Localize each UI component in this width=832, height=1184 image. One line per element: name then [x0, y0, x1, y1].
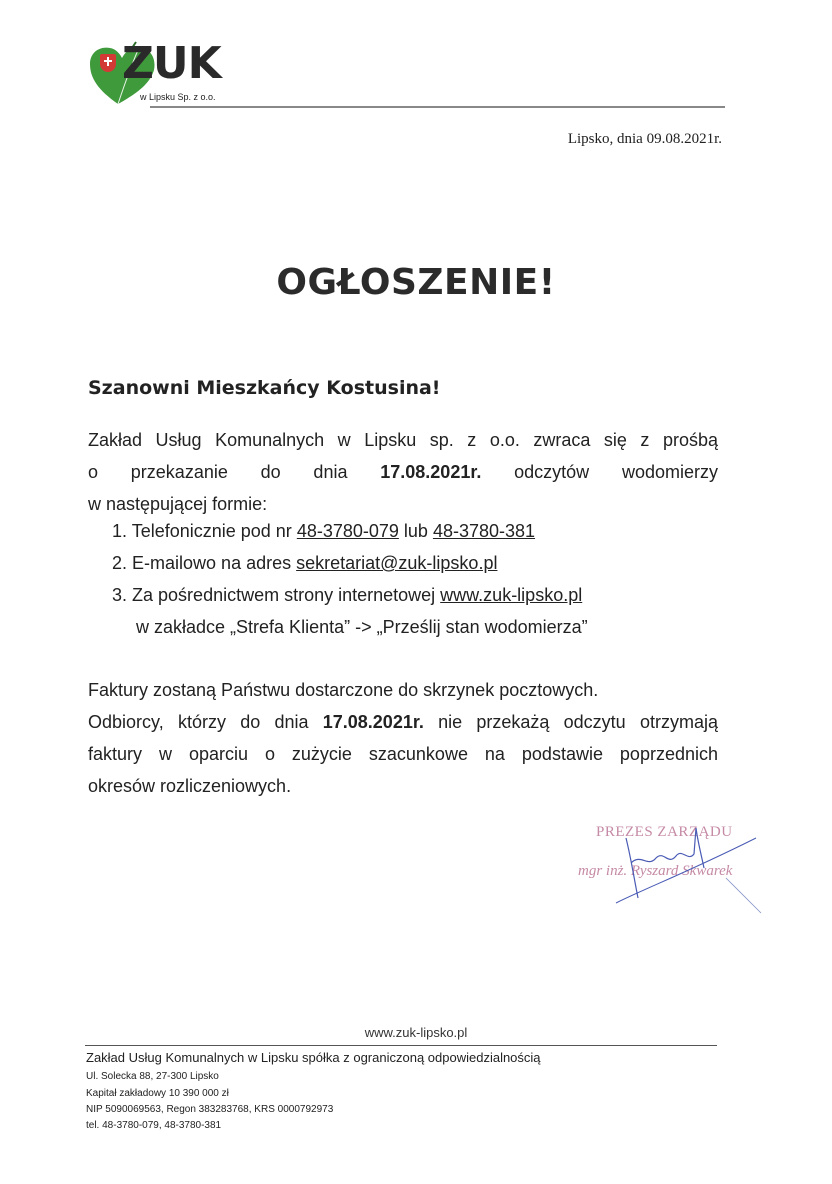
closing-text: nie przekażą odczytu otrzymają — [438, 712, 718, 732]
list-number: 1. — [112, 521, 128, 541]
intro-paragraph — [88, 424, 718, 520]
list-item-continuation: w zakładce „Strefa Klienta” -> „Prześlij stan wodomierza” — [136, 617, 588, 637]
coat-of-arms-icon — [100, 54, 116, 72]
list-text: Za pośrednictwem strony internetowej — [132, 585, 441, 605]
footer-company-name: Zakład Usług Komunalnych w Lipsku spółka z ograniczoną odpowiedzialnością — [86, 1050, 541, 1065]
footer-website[interactable]: www.zuk-lipsko.pl — [364, 1025, 468, 1040]
email-link[interactable]: sekretariat@zuk-lipsko.pl — [296, 553, 498, 573]
footer-ids: NIP 5090069563, Regon 383283768, KRS 0000792973 — [86, 1104, 334, 1115]
logo-subtitle: w Lipsku Sp. z o.o. — [140, 92, 216, 102]
logo-brand: ZUK — [122, 38, 221, 89]
intro-line-2 — [88, 456, 718, 488]
closing-text: Odbiorcy, którzy do dnia — [88, 712, 309, 732]
footer-phones: tel. 48-3780-079, 48-3780-381 — [86, 1120, 222, 1131]
footer-divider — [85, 1045, 717, 1046]
list-item — [112, 579, 588, 611]
signature-stamp — [576, 818, 776, 918]
list-text: Telefonicznie pod nr — [131, 521, 297, 541]
phone-link-1[interactable]: 48-3780-079 — [296, 521, 399, 541]
closing-paragraph — [88, 674, 718, 802]
methods-list — [112, 515, 588, 643]
list-text: E-mailowo na adres — [132, 553, 297, 573]
website-link[interactable]: www.zuk-lipsko.pl — [440, 585, 583, 605]
signature-title: PREZES ZARZĄDU — [596, 824, 733, 840]
intro-line-1: Zakład Usług Komunalnych w Lipsku sp. z o.o. zwraca się z prośbą — [88, 430, 718, 450]
closing-line-2 — [88, 706, 718, 738]
deadline-date: 17.08.2021r. — [380, 462, 482, 482]
footer-capital: Kapitał zakładowy 10 390 000 zł — [86, 1088, 229, 1099]
list-item — [112, 547, 588, 579]
footer-address: Ul. Solecka 88, 27-300 Lipsko — [86, 1071, 219, 1082]
phone-link-2[interactable]: 48-3780-381 — [432, 521, 536, 541]
date-line: Lipsko, dnia 09.08.2021r. — [567, 131, 722, 147]
page-title: OGŁOSZENIE! — [276, 262, 556, 303]
deadline-date: 17.08.2021r. — [322, 712, 424, 732]
signature-name: mgr inż. Ryszard Skwarek — [578, 863, 733, 879]
intro-text: odczytów wodomierzy — [514, 462, 718, 482]
handwritten-signature-icon — [576, 818, 776, 918]
list-text: lub — [398, 521, 433, 541]
list-number: 3. — [112, 585, 128, 605]
closing-line-1: Faktury zostaną Państwu dostarczone do skrzynek pocztowych. — [88, 680, 599, 700]
closing-line-3: faktury w oparciu o zużycie szacunkowe na podstawie poprzednich — [88, 744, 718, 764]
company-logo — [88, 40, 248, 108]
list-item — [112, 515, 588, 547]
intro-line-3: w następującej formie: — [88, 494, 268, 514]
greeting: Szanowni Mieszkańcy Kostusina! — [88, 377, 441, 399]
list-number: 2. — [112, 553, 128, 573]
intro-text: o przekazanie do dnia — [88, 462, 348, 482]
header-divider — [150, 106, 725, 108]
closing-line-4: okresów rozliczeniowych. — [88, 776, 292, 796]
